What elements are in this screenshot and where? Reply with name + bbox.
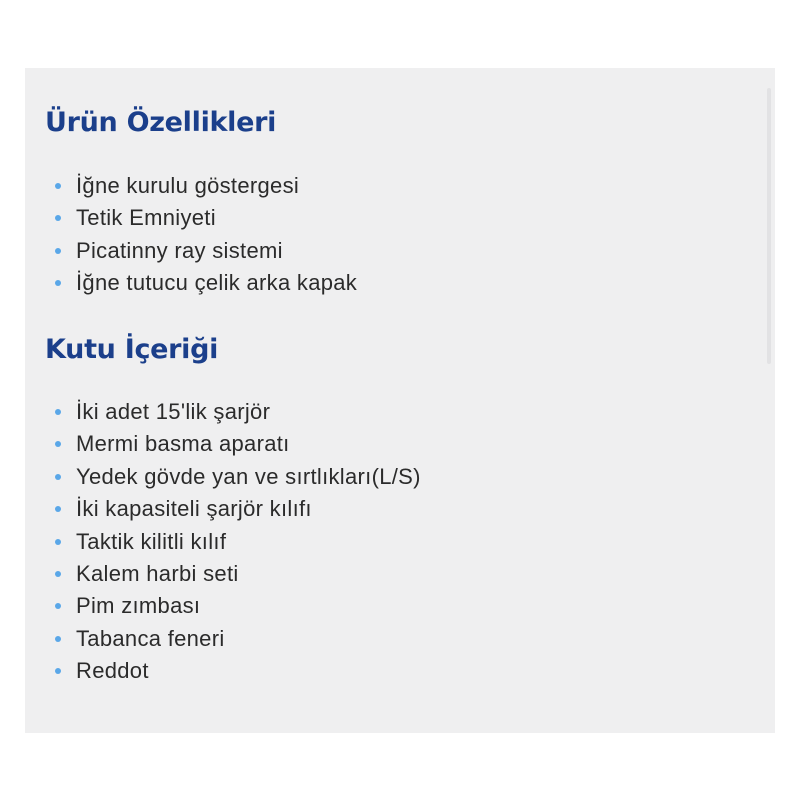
bullet-dot-icon xyxy=(55,409,61,415)
list-item-label: Pim zımbası xyxy=(76,593,201,619)
list-item-label: Yedek gövde yan ve sırtlıkları(L/S) xyxy=(76,463,421,489)
bullet-dot-icon xyxy=(55,248,61,254)
list-item-label: Tabanca feneri xyxy=(76,625,225,651)
bullet-dot-icon xyxy=(55,183,61,189)
bullet-dot-icon xyxy=(55,441,61,447)
box-contents-title: Kutu İçeriği xyxy=(45,334,219,365)
list-item-label: Taktik kilitli kılıf xyxy=(76,528,227,554)
features-list xyxy=(55,170,357,300)
bullet-dot-icon xyxy=(55,636,61,642)
list-item xyxy=(55,526,421,558)
list-item-label: Picatinny ray sistemi xyxy=(76,237,283,263)
list-item-label: İki kapasiteli şarjör kılıfı xyxy=(76,496,312,522)
list-item-label: İki adet 15'lik şarjör xyxy=(76,399,271,424)
list-item xyxy=(55,396,421,428)
scrollbar[interactable] xyxy=(767,88,771,364)
box-contents-list xyxy=(55,396,421,688)
bullet-dot-icon xyxy=(55,668,61,674)
bullet-dot-icon xyxy=(55,539,61,545)
list-item xyxy=(55,461,421,493)
list-item xyxy=(55,428,421,460)
list-item xyxy=(55,590,421,622)
list-item-label: Tetik Emniyeti xyxy=(76,205,216,231)
list-item-label: İğne tutucu çelik arka kapak xyxy=(76,270,358,296)
list-item-label: Mermi basma aparatı xyxy=(76,431,290,457)
list-item xyxy=(55,267,357,299)
list-item xyxy=(55,655,421,687)
bullet-dot-icon xyxy=(55,215,61,221)
list-item-label: Reddot xyxy=(76,658,149,684)
bullet-dot-icon xyxy=(55,603,61,609)
list-item-label: İğne kurulu göstergesi xyxy=(76,173,300,198)
bullet-dot-icon xyxy=(55,506,61,512)
product-info-panel xyxy=(25,68,775,733)
bullet-dot-icon xyxy=(55,280,61,286)
list-item xyxy=(55,170,357,202)
list-item xyxy=(55,235,357,267)
list-item xyxy=(55,558,421,590)
bullet-dot-icon xyxy=(55,571,61,577)
list-item xyxy=(55,493,421,525)
list-item-label: Kalem harbi seti xyxy=(76,560,239,586)
features-title: Ürün Özellikleri xyxy=(45,107,277,138)
list-item xyxy=(55,623,421,655)
list-item xyxy=(55,202,357,234)
bullet-dot-icon xyxy=(55,474,61,480)
